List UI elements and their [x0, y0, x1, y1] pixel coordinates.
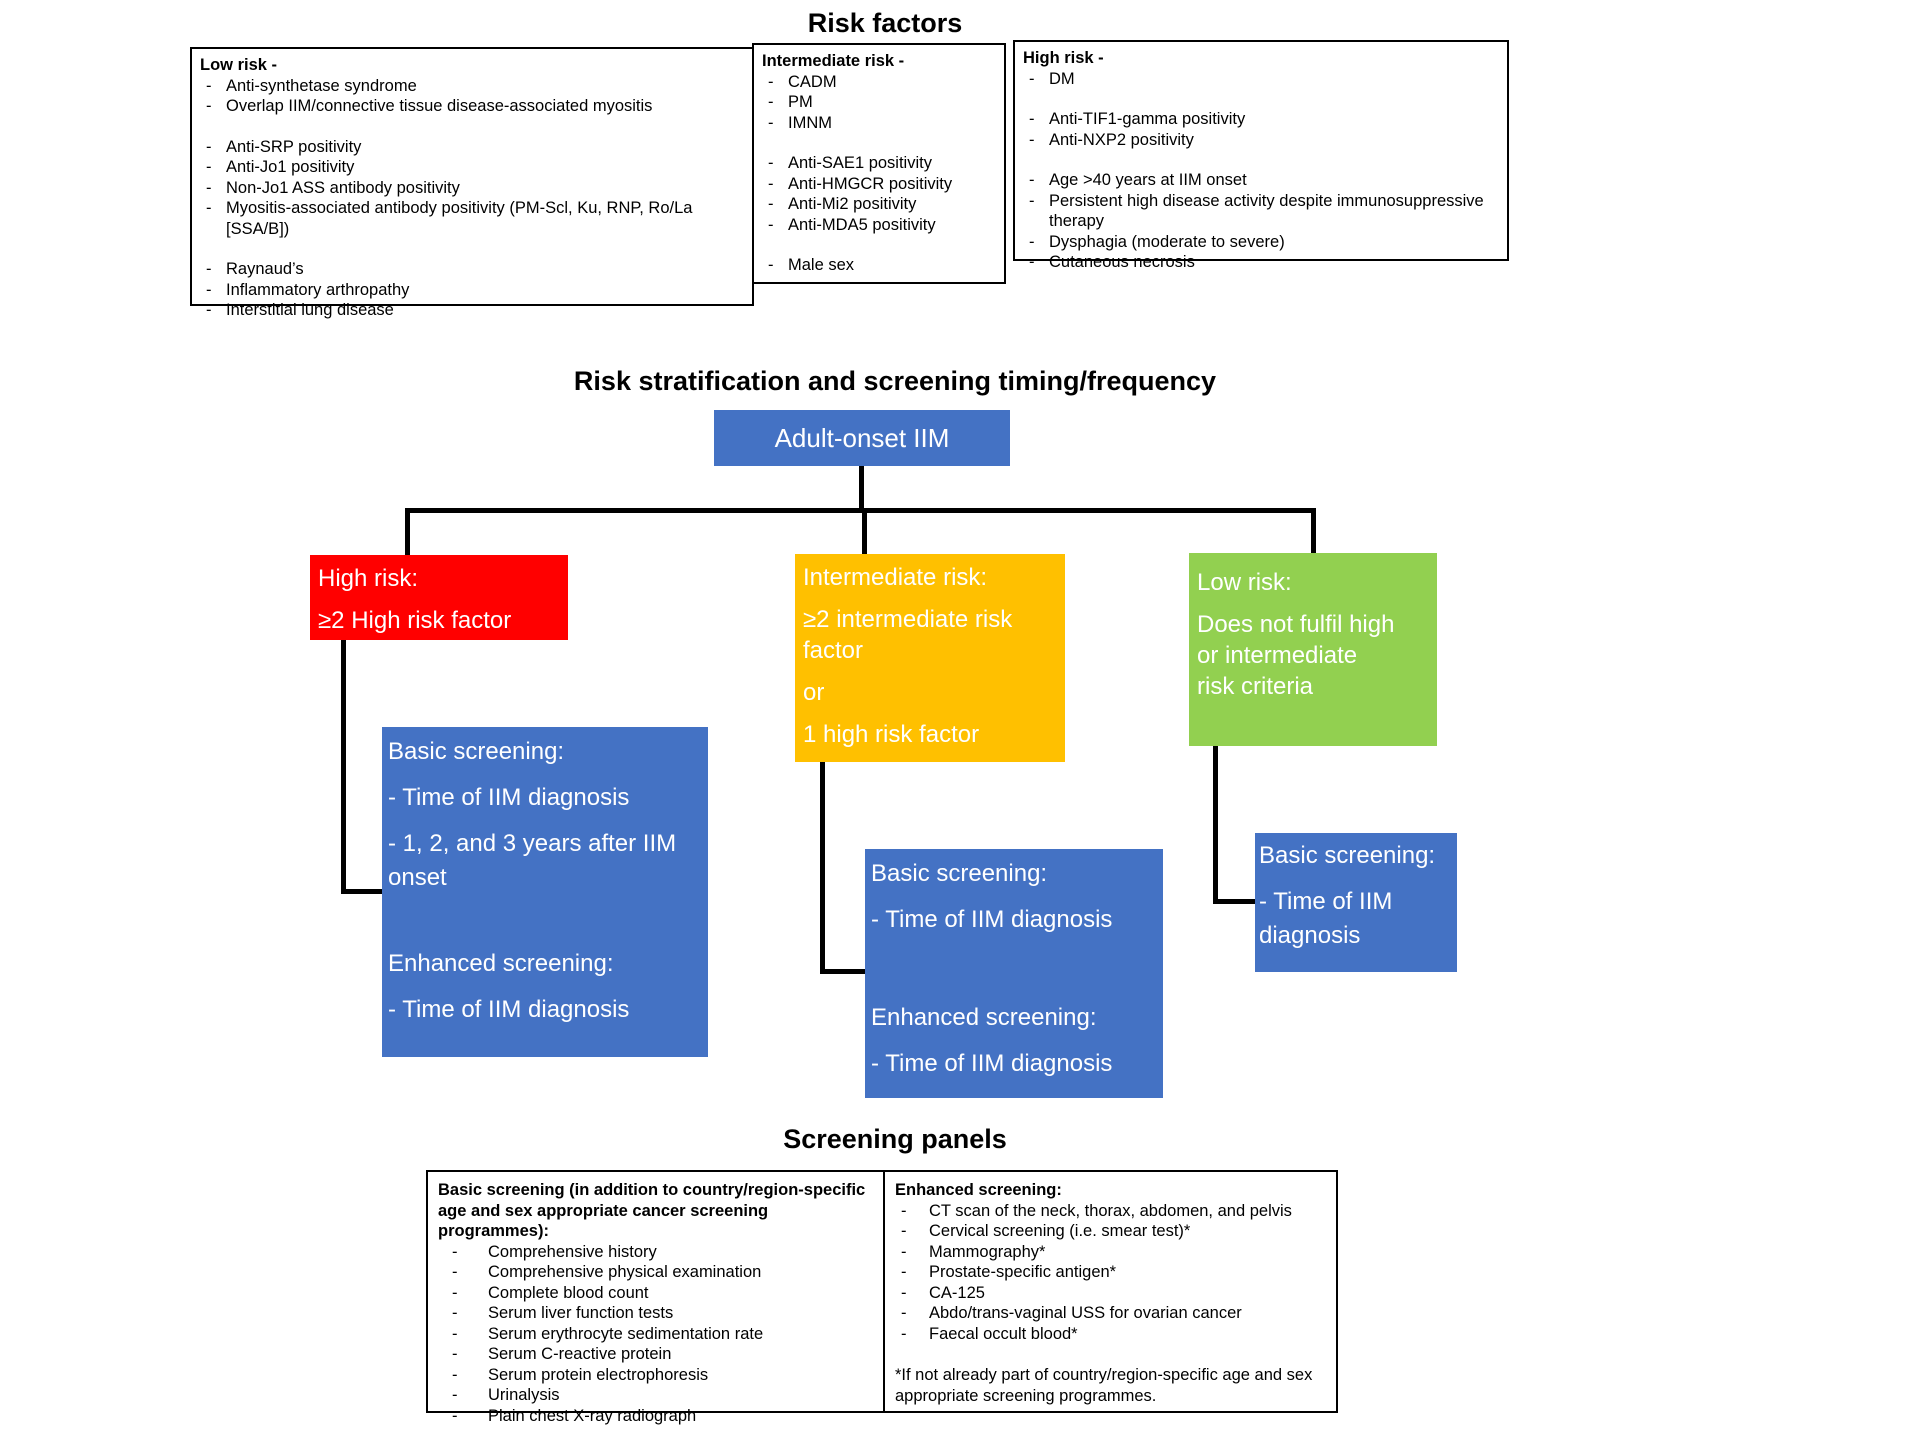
low-risk-screening-node [1255, 833, 1457, 972]
list-item: - Inflammatory arthropathy [200, 280, 744, 301]
list-item: - Cutaneous necrosis [1023, 252, 1499, 273]
screening-line: - Time of IIM diagnosis [1259, 888, 1393, 949]
low-risk-group-2 [200, 137, 744, 240]
low-risk-factors-box [190, 47, 754, 319]
list-item: - Comprehensive physical examination [438, 1262, 873, 1283]
high-risk-node [310, 555, 568, 640]
list-item: - Dysphagia (moderate to severe) [1023, 232, 1499, 253]
dash-bullet: - [1029, 69, 1035, 88]
high-risk-factors-box [1013, 40, 1509, 271]
list-item: - PM [762, 92, 996, 113]
dash-bullet: - [768, 93, 774, 111]
basic-screening-header: Basic screening (in addition to country/region-specific age and sex appropriate cancer screening programmes): [438, 1181, 866, 1240]
stratification-title: Risk stratification and screening timing/frequency [573, 366, 1217, 396]
list-item: - Serum protein electrophoresis [438, 1365, 873, 1386]
list-item: - CT scan of the neck, thorax, abdomen, and pelvis [895, 1201, 1326, 1222]
dash-bullet: - [901, 1304, 907, 1322]
high-risk-node-line: High risk: [318, 565, 419, 592]
high-risk-screening-node [382, 727, 708, 1057]
intermediate-risk-group-2 [762, 153, 996, 235]
list-item: - Male sex [762, 255, 996, 276]
dash-bullet: - [901, 1201, 907, 1220]
list-item: - Myositis-associated antibody positivity (PM-Scl, Ku, RNP, Ro/La [SSA/B]) [200, 198, 744, 239]
list-item: - Overlap IIM/connective tissue disease-associated myositis [200, 96, 744, 117]
adult-onset-iim-label: Adult-onset IIM [774, 422, 950, 453]
intermediate-risk-node-line: 1 high risk factor [803, 721, 980, 748]
dash-bullet: - [206, 280, 212, 299]
connector-high-elbow-vertical [341, 640, 346, 894]
screening-line: - Time of IIM diagnosis [871, 1050, 1113, 1077]
dash-bullet: - [452, 1345, 458, 1363]
dash-bullet: - [1029, 130, 1035, 149]
dash-bullet: - [1029, 253, 1035, 271]
dash-bullet: - [452, 1365, 458, 1384]
list-item: - Prostate-specific antigen* [895, 1262, 1326, 1283]
list-item: - Plain chest X-ray radiograph [438, 1406, 873, 1427]
connector-drop-low [1311, 508, 1316, 555]
list-item: - Mammography* [895, 1242, 1326, 1263]
list-item: - IMNM [762, 113, 996, 134]
list-item: - Anti-TIF1-gamma positivity [1023, 109, 1499, 130]
list-item: - CADM [762, 72, 996, 93]
dash-bullet: - [768, 72, 774, 91]
low-risk-group-1 [200, 76, 744, 117]
screening-line: - Time of IIM diagnosis [388, 996, 630, 1023]
connector-root-stem [859, 466, 864, 512]
dash-bullet: - [452, 1283, 458, 1302]
enhanced-screening-header: Enhanced screening: [895, 1181, 1062, 1199]
list-item: - Anti-NXP2 positivity [1023, 130, 1499, 151]
intermediate-risk-node-line: or [803, 679, 825, 706]
intermediate-risk-factors-box [752, 43, 1006, 284]
dash-bullet: - [768, 256, 774, 274]
dash-bullet: - [206, 260, 212, 278]
basic-screening-panel [428, 1172, 885, 1425]
connector-intermediate-elbow-vertical [820, 762, 825, 974]
list-item: - CA-125 [895, 1283, 1326, 1304]
enhanced-screening-footnote: *If not already part of country/region-specific age and sex appropriate screening programmes. [895, 1366, 1313, 1405]
screening-panels-title: Screening panels [783, 1124, 1007, 1154]
list-item: - Anti-SAE1 positivity [762, 153, 996, 174]
low-risk-node [1189, 553, 1437, 746]
list-item: - Non-Jo1 ASS antibody positivity [200, 178, 744, 199]
dash-bullet: - [768, 215, 774, 234]
screening-line: - Time of IIM diagnosis [871, 906, 1113, 933]
low-risk-header: Low risk - [200, 56, 278, 74]
screening-line: - 1, 2, and 3 years after IIM onset [388, 830, 677, 891]
list-item: - Urinalysis [438, 1385, 873, 1406]
list-item: - Anti-HMGCR positivity [762, 174, 996, 195]
list-item: - Anti-MDA5 positivity [762, 215, 996, 236]
list-item: - Persistent high disease activity despite immunosuppressive therapy [1023, 191, 1499, 232]
list-item: - Serum erythrocyte sedimentation rate [438, 1324, 873, 1345]
screening-line: Enhanced screening: [388, 950, 614, 977]
list-item: - Interstitial lung disease [200, 300, 744, 321]
connector-drop-intermediate [862, 508, 867, 556]
connector-high-elbow-horizontal [341, 889, 384, 894]
dash-bullet: - [1029, 171, 1035, 189]
list-item: - Anti-synthetase syndrome [200, 76, 744, 97]
dash-bullet: - [901, 1242, 907, 1261]
intermediate-risk-screening-node [865, 849, 1163, 1098]
dash-bullet: - [452, 1304, 458, 1322]
enhanced-screening-panel [885, 1172, 1336, 1411]
dash-bullet: - [1029, 110, 1035, 128]
risk-factors-title: Risk factors [807, 8, 963, 38]
list-item: - Abdo/trans-vaginal USS for ovarian cancer [895, 1303, 1326, 1324]
intermediate-risk-group-3 [762, 255, 996, 276]
screening-line: - Time of IIM diagnosis [388, 784, 630, 811]
dash-bullet: - [452, 1324, 458, 1343]
dash-bullet: - [206, 158, 212, 176]
dash-bullet: - [206, 178, 212, 197]
dash-bullet: - [452, 1242, 458, 1261]
dash-bullet: - [452, 1386, 458, 1404]
list-item: - Cervical screening (i.e. smear test)* [895, 1221, 1326, 1242]
dash-bullet: - [901, 1283, 907, 1302]
dash-bullet: - [206, 137, 212, 156]
dash-bullet: - [768, 174, 774, 193]
dash-bullet: - [901, 1263, 907, 1281]
dash-bullet: - [768, 195, 774, 213]
screening-line: Basic screening: [1259, 842, 1436, 869]
list-item: - Anti-SRP positivity [200, 137, 744, 158]
dash-bullet: - [206, 301, 212, 319]
low-risk-group-3 [200, 259, 744, 321]
list-item: - Serum liver function tests [438, 1303, 873, 1324]
dash-bullet: - [452, 1263, 458, 1281]
list-item: - Faecal occult blood* [895, 1324, 1326, 1345]
screening-line: Enhanced screening: [871, 1004, 1097, 1031]
connector-intermediate-elbow-horizontal [820, 969, 867, 974]
dash-bullet: - [206, 76, 212, 95]
screening-panels-box [426, 1170, 1338, 1425]
list-item: - Anti-Mi2 positivity [762, 194, 996, 215]
intermediate-risk-node [795, 554, 1065, 762]
low-risk-node-line: Does not fulfil high or intermediate risk criteria [1197, 611, 1395, 700]
list-item: - Raynaud’s [200, 259, 744, 280]
low-risk-node-line: Low risk: [1197, 569, 1292, 596]
connector-horizontal-bar [405, 508, 1316, 513]
dash-bullet: - [768, 154, 774, 172]
list-item: - Anti-Jo1 positivity [200, 157, 744, 178]
high-risk-node-line: ≥2 High risk factor [318, 607, 512, 634]
list-item: - Age >40 years at IIM onset [1023, 170, 1499, 191]
screening-line: Basic screening: [871, 860, 1048, 887]
dash-bullet: - [768, 113, 774, 132]
list-item: - Complete blood count [438, 1283, 873, 1304]
dash-bullet: - [452, 1406, 458, 1425]
dash-bullet: - [206, 97, 212, 115]
list-item: - Serum C-reactive protein [438, 1344, 873, 1365]
intermediate-risk-node-line: ≥2 intermediate risk factor [803, 606, 1013, 664]
list-item: - Comprehensive history [438, 1242, 873, 1263]
connector-low-elbow-vertical [1213, 746, 1218, 904]
dash-bullet: - [1029, 191, 1035, 210]
intermediate-risk-group-1 [762, 72, 996, 134]
dash-bullet: - [901, 1324, 907, 1343]
dash-bullet: - [1029, 232, 1035, 251]
high-risk-header: High risk - [1023, 49, 1104, 67]
connector-drop-high [405, 508, 410, 557]
screening-line: Basic screening: [388, 738, 565, 765]
high-risk-group-3 [1023, 170, 1499, 273]
high-risk-group-2 [1023, 109, 1499, 150]
intermediate-risk-header: Intermediate risk - [762, 52, 905, 70]
adult-onset-iim-node [714, 410, 1010, 466]
intermediate-risk-node-line: Intermediate risk: [803, 564, 988, 591]
high-risk-group-1 [1023, 69, 1499, 90]
dash-bullet: - [206, 199, 212, 217]
dash-bullet: - [901, 1222, 907, 1240]
list-item: - DM [1023, 69, 1499, 90]
connector-low-elbow-horizontal [1213, 899, 1257, 904]
